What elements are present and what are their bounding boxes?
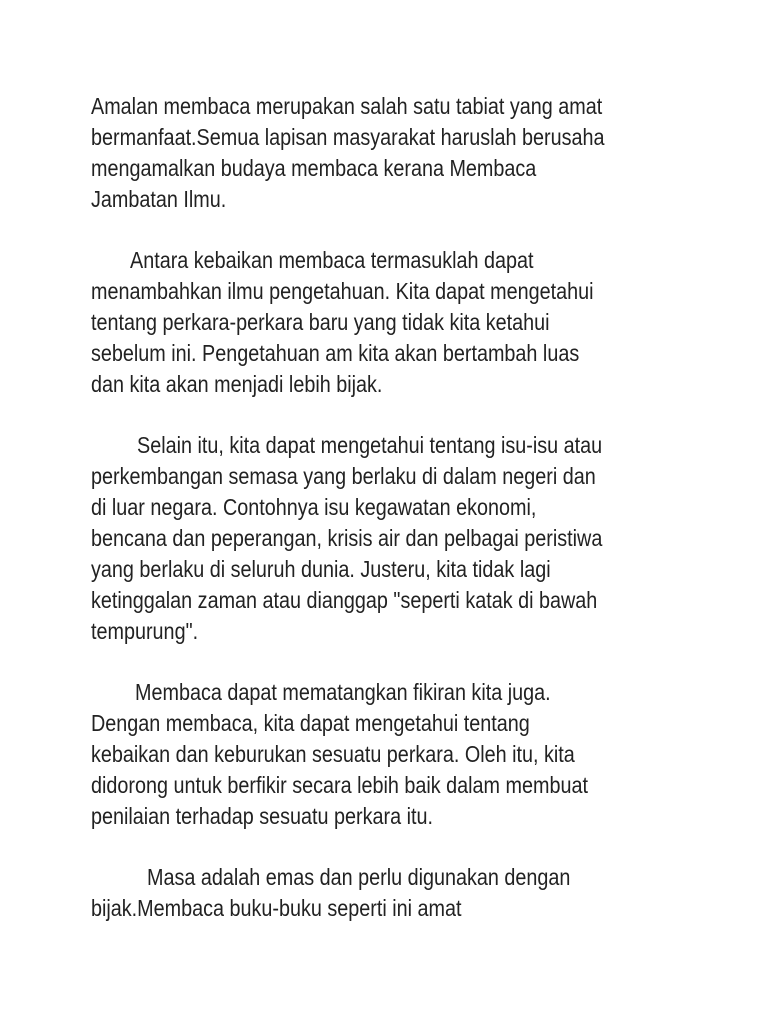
- paragraph-2-line-1: Antara kebaikan membaca termasuklah dapat: [130, 247, 534, 273]
- paragraph-1-line-3: mengamalkan budaya membaca kerana Membaca: [91, 155, 537, 181]
- paragraph-5-line-1: Masa adalah emas dan perlu digunakan dengan: [147, 864, 571, 890]
- paragraph-2-line-2: menambahkan ilmu pengetahuan. Kita dapat mengetahui: [91, 278, 594, 304]
- paragraph-1-line-4: Jambatan Ilmu.: [91, 186, 227, 212]
- paragraph-3-line-4: bencana dan peperangan, krisis air dan pelbagai peristiwa: [91, 525, 603, 551]
- paragraph-4-line-5: penilaian terhadap sesuatu perkara itu.: [91, 803, 433, 829]
- paragraph-3-line-6: ketinggalan zaman atau dianggap "seperti katak di bawah: [91, 587, 598, 613]
- paragraph-3-line-7: tempurung".: [91, 618, 199, 644]
- paragraph-3-line-2: perkembangan semasa yang berlaku di dalam negeri dan: [91, 463, 596, 489]
- paragraph-4-line-4: didorong untuk berfikir secara lebih baik dalam membuat: [91, 772, 588, 798]
- paragraph-3-line-3: di luar negara. Contohnya isu kegawatan ekonomi,: [91, 494, 537, 520]
- paragraph-3-line-5: yang berlaku di seluruh dunia. Justeru, kita tidak lagi: [91, 556, 551, 582]
- paragraph-4-line-3: kebaikan dan keburukan sesuatu perkara. Oleh itu, kita: [91, 741, 575, 767]
- paragraph-2-line-3: tentang perkara-perkara baru yang tidak kita ketahui: [91, 309, 550, 335]
- paragraph-3-line-1: Selain itu, kita dapat mengetahui tentang isu-isu atau: [137, 432, 603, 458]
- paragraph-4-line-2: Dengan membaca, kita dapat mengetahui tentang: [91, 710, 530, 736]
- paragraph-2-line-5: dan kita akan menjadi lebih bijak.: [91, 371, 383, 397]
- paragraph-1-line-2: bermanfaat.Semua lapisan masyarakat haruslah berusaha: [91, 124, 605, 150]
- paragraph-5-line-2: bijak.Membaca buku-buku seperti ini amat: [91, 895, 462, 921]
- paragraph-1-line-1: Amalan membaca merupakan salah satu tabiat yang amat: [91, 93, 603, 119]
- paragraph-2-line-4: sebelum ini. Pengetahuan am kita akan bertambah luas: [91, 340, 580, 366]
- paragraph-4-line-1: Membaca dapat mematangkan fikiran kita juga.: [135, 679, 551, 705]
